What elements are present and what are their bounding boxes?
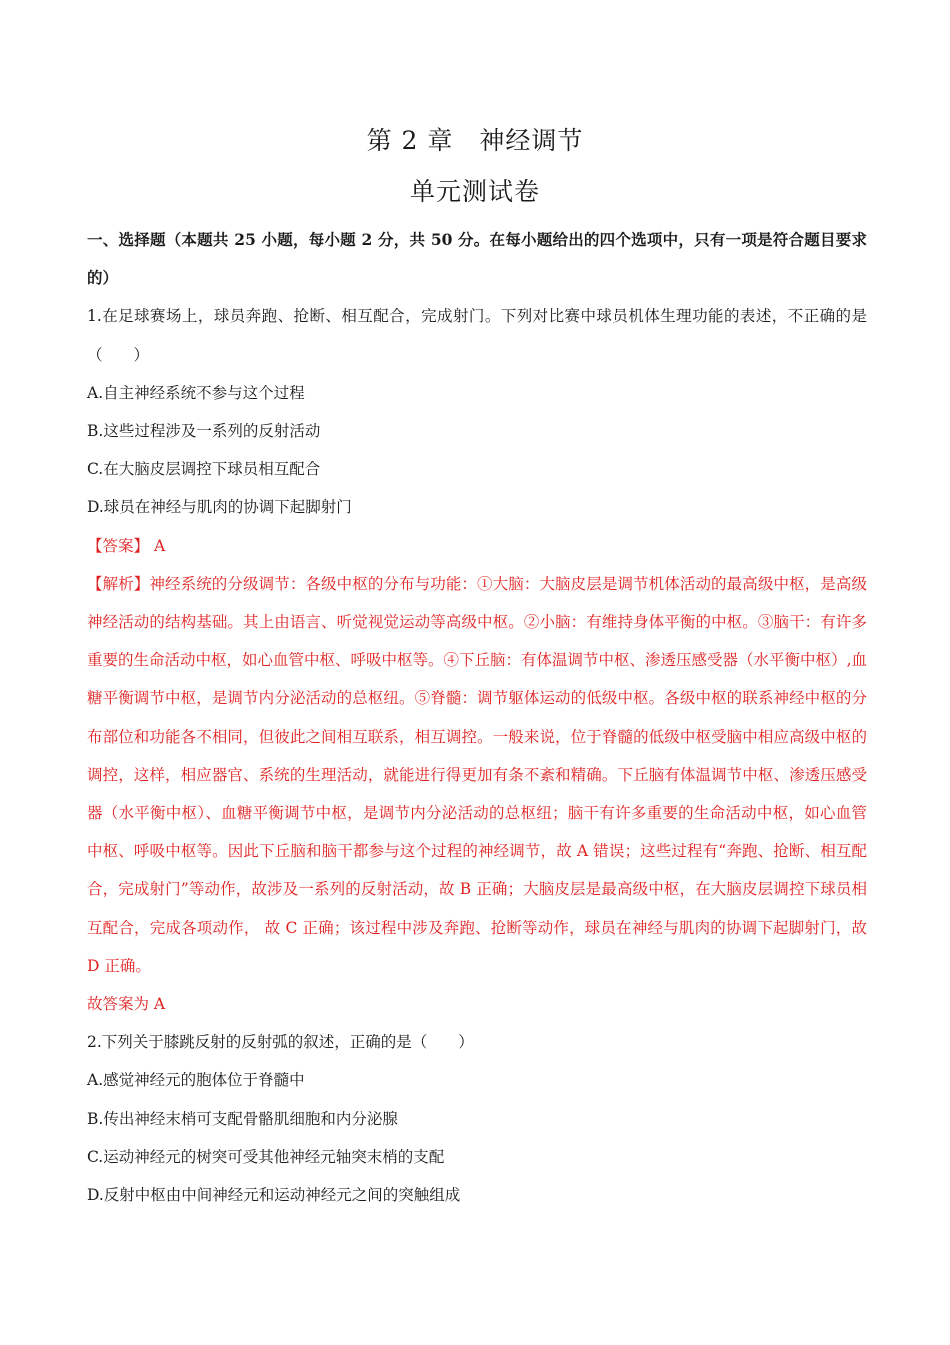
question-2-option-b: B.传出神经末梢可支配骨骼肌细胞和内分泌腺 [87,1109,398,1128]
test-title: 单元测试卷 [409,177,540,206]
chapter-title: 第 2 章 神经调节 [366,126,584,155]
question-1-analysis [87,565,867,985]
section-heading: 一、选择题（本题共 25 小题，每小题 2 分，共 50 分。在每小题给出的四个选项中，只有一项是符合题目要求的） [87,230,867,288]
question-2-option-c: C.运动神经元的树突可受其他神经元轴突末梢的支配 [87,1147,445,1166]
question-1-stem: 1.在足球赛场上，球员奔跑、抢断、相互配合，完成射门。下列对比赛中球员机体生理功能的表述，不正确的是（ ） [87,307,867,364]
question-1-answer [87,527,867,565]
question-1-option-b: B.这些过程涉及一系列的反射活动 [87,422,321,441]
analysis-text: 神经系统的分级调节：各级中枢的分布与功能：①大脑：大脑皮层是调节机体活动的最高级中枢，是高级神经活动的结构基础。其上由语言、听觉视觉运动等高级中枢。②小脑：有维持身体平衡的中枢。③脑干：有许多重要的生命活动中枢，如心血管中枢、呼吸中枢等。④下丘脑：有体温调节中枢、渗透压感受器（水平衡中枢）,血糖平衡调节中枢，是调节内分泌活动的总枢纽。⑤脊髓：调节躯体运动的低级中枢。各级中枢的联系神经中枢的分布部位和功能各不相同，但彼此之间相互联系，相互调控。一般来说，位于脊髓的低级中枢受脑中相应高级中枢的调控，这样，相应器官、系统的生理活动，就能进行得更加有条不紊和精确。下丘脑有体温调节中枢、渗透压感受器（水平衡中枢）、血糖平衡调节中枢，是调节内分泌活动的总枢纽；脑干有许多重要的生命活动中枢，如心血管中枢、呼吸中枢等。因此下丘脑和脑干都参与这个过程的神经调节，故 A 错误；这些过程有“奔跑、抢断、相互配合，完成射门”等动作，故涉及一系列的反射活动，故 B 正确；大脑皮层是最高级中枢，在大脑皮层调控下球员相互配合，完成各项动作， 故 C 正确；该过程中涉及奔跑、抢断等动作，球员在神经与肌肉的协调下起脚射门，故 D 正确。 [87,574,867,975]
question-1-conclusion: 故答案为 A [87,995,166,1014]
question-1-option-c: C.在大脑皮层调控下球员相互配合 [87,460,321,479]
answer-value: A [153,536,166,555]
question-2-option-d: D.反射中枢由中间神经元和运动神经元之间的突触组成 [87,1186,461,1205]
question-1-option-a: A.自主神经系统不参与这个过程 [87,383,305,402]
question-2-option-a: A.感觉神经元的胞体位于脊髓中 [87,1071,305,1090]
question-2-stem: 2.下列关于膝跳反射的反射弧的叙述，正确的是（ ） [87,1033,474,1052]
document-body [87,221,867,1214]
question-1-option-d: D.球员在神经与肌肉的协调下起脚射门 [87,498,352,517]
answer-label: 【答案】 [87,536,150,555]
analysis-label: 【解析】 [87,574,150,593]
